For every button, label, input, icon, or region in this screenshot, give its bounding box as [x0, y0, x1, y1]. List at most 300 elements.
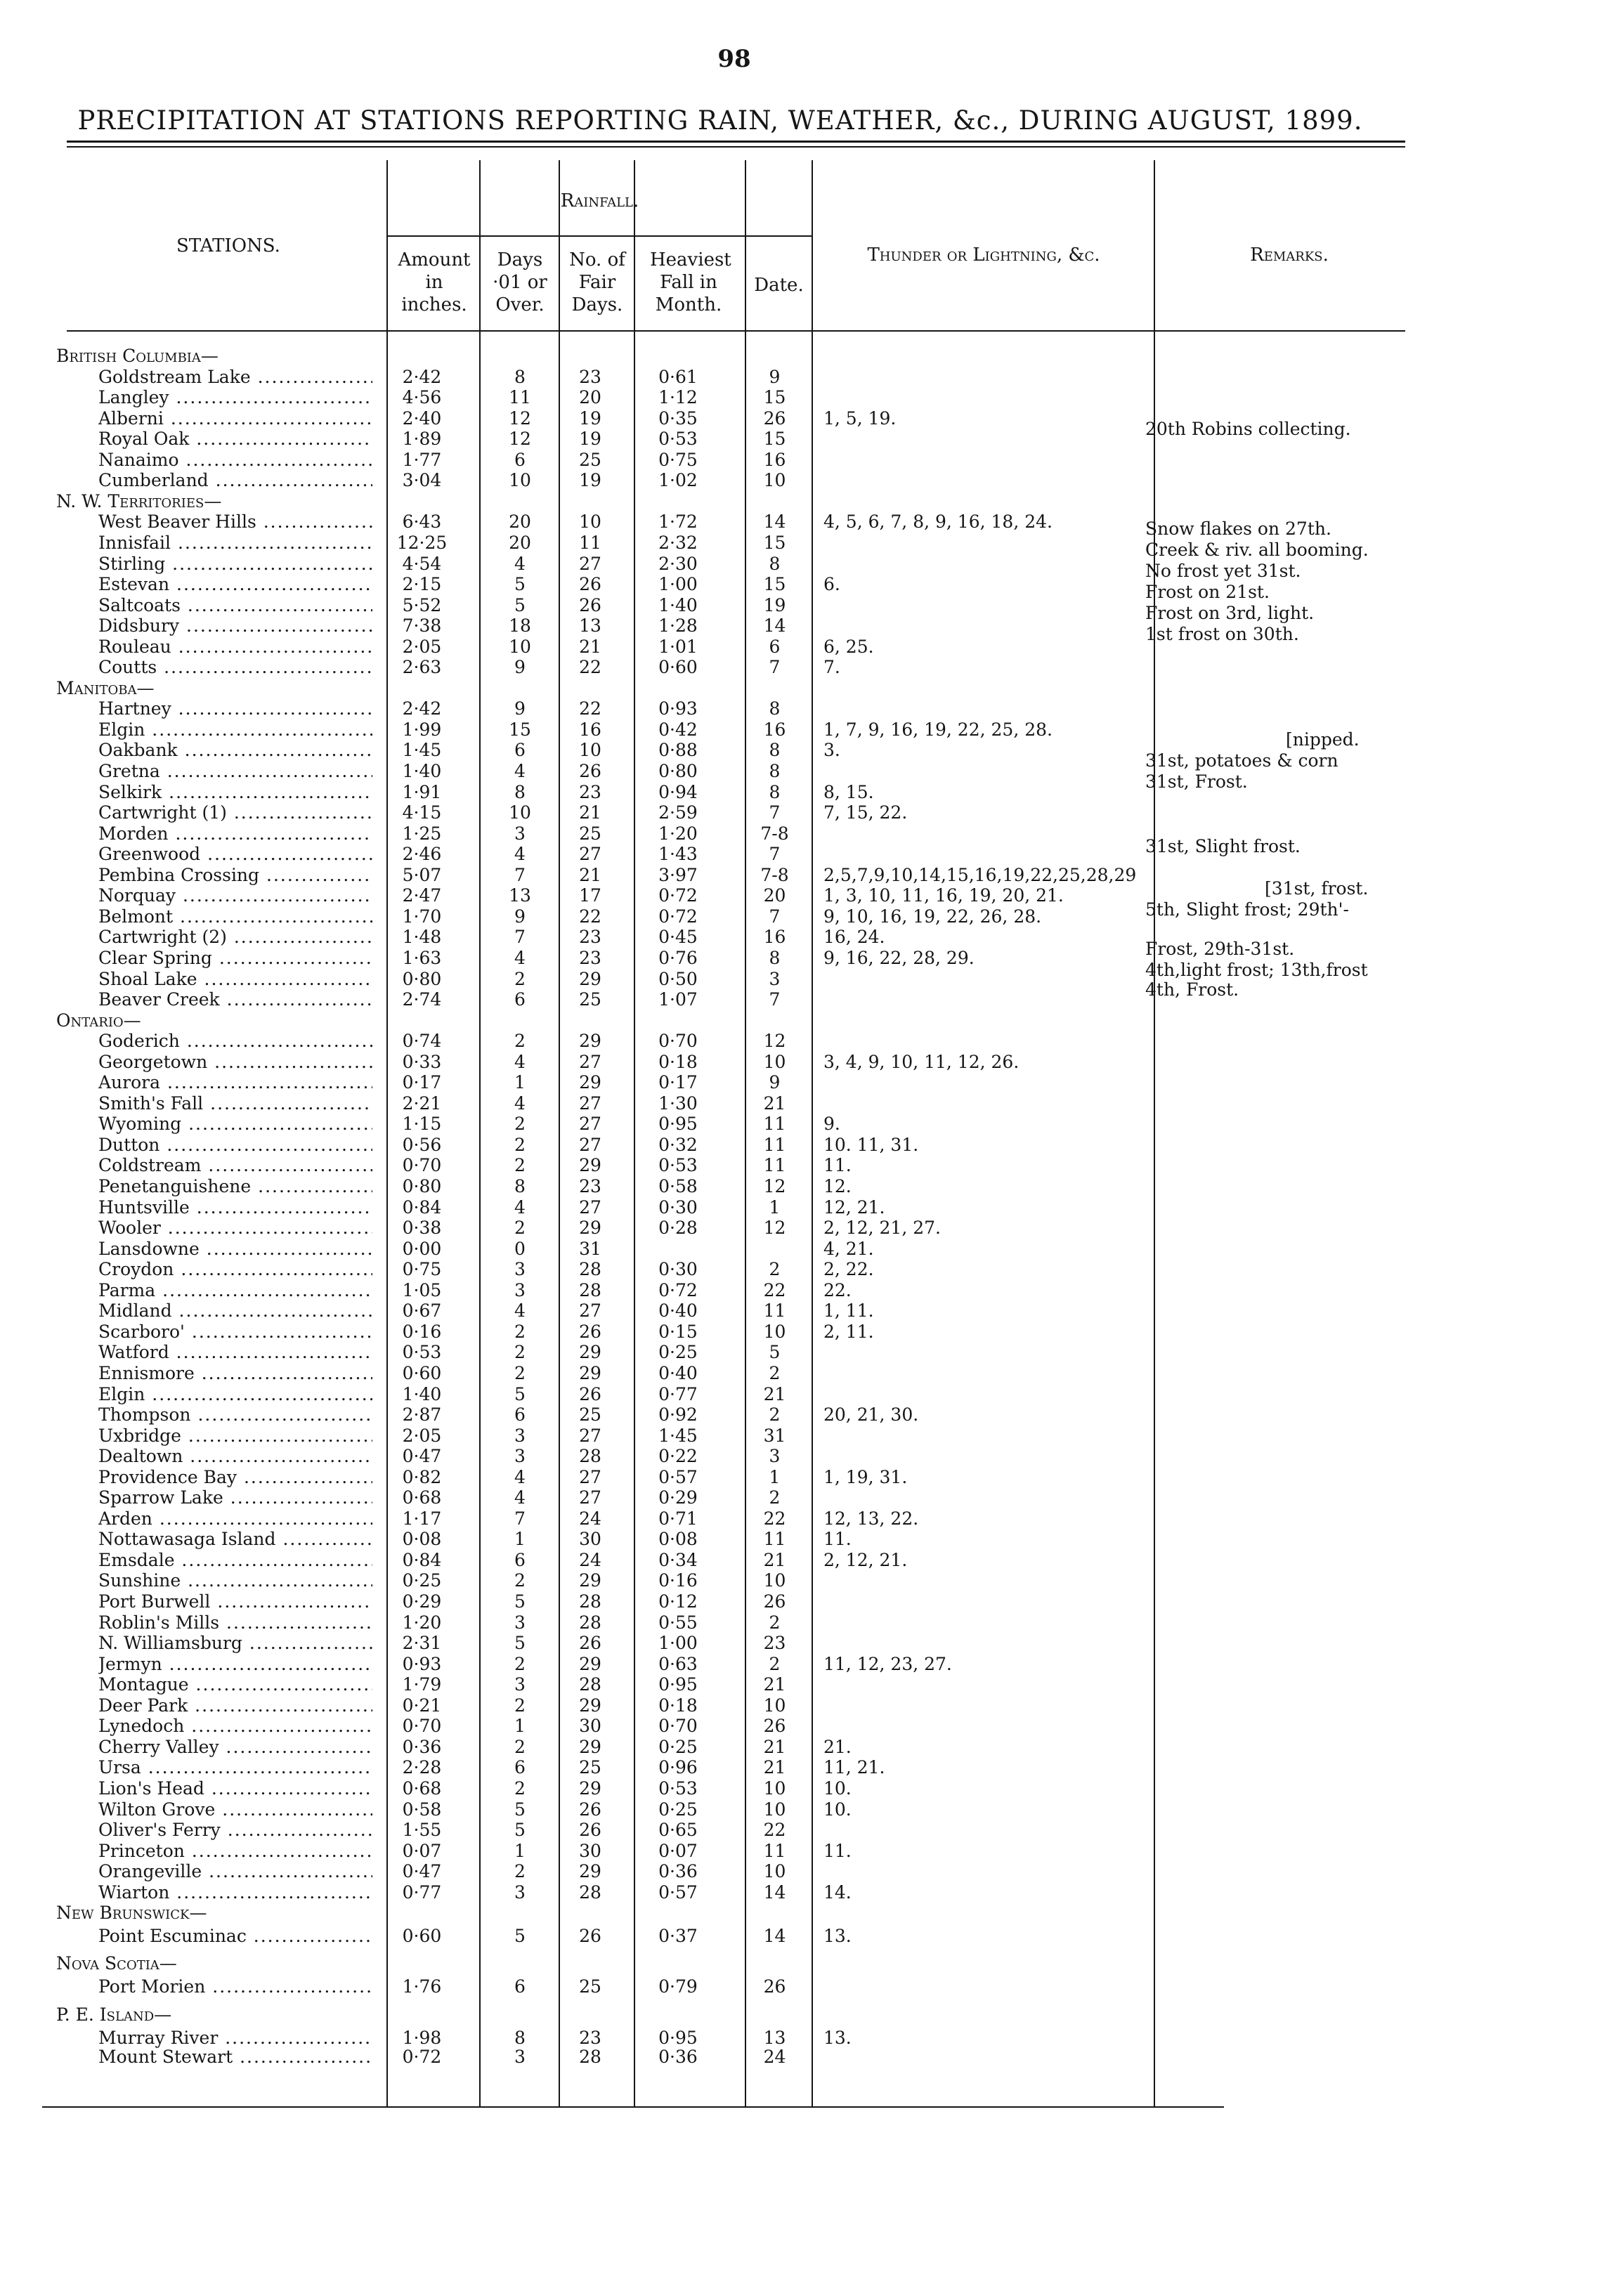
date-cell: 14	[763, 511, 786, 533]
date-cell: 14	[763, 615, 786, 637]
fair-days-cell: 29	[579, 968, 601, 989]
thunder-cell: 11, 21.	[823, 1757, 885, 1778]
date-cell: 15	[763, 532, 786, 553]
date-cell: 2	[769, 1653, 781, 1674]
station-name: Lynedoch .....	[98, 1716, 372, 1736]
title-rule-bottom	[67, 146, 1405, 148]
station-name: Murray River .....	[98, 2028, 372, 2048]
heaviest-fall-cell: 0·12	[658, 1591, 698, 1612]
thunder-lightning-header: Thunder or Lightning, &c.	[867, 244, 1100, 266]
date-cell: 11	[763, 1300, 786, 1322]
heaviest-fall-cell: 0·75	[658, 449, 698, 470]
fair-days-cell: 19	[579, 407, 601, 429]
heaviest-fall-cell: 0·53	[658, 1778, 698, 1799]
table-row	[0, 1259, 1609, 1279]
table-row	[0, 1612, 1609, 1633]
date-cell: 10	[763, 1861, 786, 1882]
days-cell: 5	[514, 1633, 526, 1654]
table-row	[0, 740, 1609, 760]
date-cell: 10	[763, 1321, 786, 1342]
days-cell: 2	[514, 1114, 526, 1135]
date-cell: 19	[763, 594, 786, 615]
table-row	[0, 1218, 1609, 1238]
table-row	[0, 1052, 1609, 1072]
date-cell: 3	[769, 968, 781, 989]
thunder-cell: 2,5,7,9,10,14,15,16,19,22,25,28,29	[823, 864, 1137, 885]
date-cell: 7	[769, 989, 781, 1010]
days-cell: 5	[514, 1926, 526, 1947]
amount-cell: 2·40	[402, 407, 442, 429]
station-name: Huntsville .....	[98, 1197, 372, 1218]
stations-header: STATIONS.	[176, 235, 280, 256]
station-name: Lansdowne .....	[98, 1239, 372, 1259]
date-cell: 10	[763, 470, 786, 491]
header-bottom-rule	[67, 330, 1405, 332]
amount-cell: 0·58	[402, 1799, 442, 1820]
amount-cell: 0·38	[402, 1218, 442, 1239]
heaviest-fall-cell: 0·53	[658, 429, 698, 450]
table-row	[0, 1300, 1609, 1321]
days-cell: 2	[514, 1031, 526, 1052]
heaviest-fall-cell: 2·32	[658, 532, 698, 553]
fair-days-cell: 22	[579, 657, 601, 678]
table-row	[0, 1674, 1609, 1695]
thunder-cell: 10. 11, 31.	[823, 1134, 919, 1155]
days-cell: 12	[509, 407, 531, 429]
date-cell: 11	[763, 1134, 786, 1155]
days-cell: 2	[514, 1362, 526, 1383]
table-row	[0, 1404, 1609, 1425]
heaviest-fall-cell: 1·01	[658, 636, 698, 657]
thunder-cell: 2, 11.	[823, 1321, 874, 1342]
amount-cell: 6·43	[402, 511, 442, 533]
heaviest-fall-cell: 1·72	[658, 511, 698, 533]
amount-cell: 0·56	[402, 1134, 442, 1155]
date-cell: 2	[769, 1612, 781, 1633]
thunder-cell: 12, 13, 22.	[823, 1508, 919, 1529]
table-row	[0, 657, 1609, 677]
fair-days-cell: 22	[579, 906, 601, 927]
table-row	[0, 1841, 1609, 1861]
station-name: Penetanguishene .....	[98, 1176, 372, 1196]
table-row	[0, 1695, 1609, 1716]
fair-days-cell: 23	[579, 781, 601, 802]
days-cell: 8	[514, 1176, 526, 1196]
heaviest-fall-cell: 0·07	[658, 1840, 698, 1861]
heaviest-fall-cell: 0·35	[658, 407, 698, 429]
station-name: Ennismore .....	[98, 1363, 372, 1383]
days-cell: 3	[514, 1259, 526, 1280]
thunder-cell: 16, 24.	[823, 927, 885, 948]
table-row	[0, 1882, 1609, 1903]
heaviest-fall-cell: 0·95	[658, 2028, 698, 2049]
heaviest-fall-cell: 0·61	[658, 366, 698, 387]
province-heading	[0, 678, 1609, 698]
table-row	[0, 823, 1609, 844]
station-name: Wyoming .....	[98, 1114, 372, 1134]
fair-days-cell: 26	[579, 1820, 601, 1841]
province-name: P. E. Island—	[56, 2004, 172, 2026]
fair-days-cell: 21	[579, 802, 601, 823]
heaviest-fall-cell: 0·45	[658, 927, 698, 948]
heaviest-fall-cell: 1·45	[658, 1425, 698, 1446]
province-name: Ontario—	[56, 1010, 141, 1031]
station-name: Elgin .....	[98, 719, 372, 740]
days-cell: 4	[514, 844, 526, 865]
thunder-cell: 13.	[823, 2028, 852, 2049]
heaviest-fall-cell: 0·95	[658, 1114, 698, 1135]
station-name: Point Escuminac .....	[98, 1926, 372, 1946]
station-name: Port Burwell .....	[98, 1591, 372, 1612]
amount-cell: 1·79	[402, 1674, 442, 1695]
amount-cell: 1·55	[402, 1820, 442, 1841]
heaviest-fall-cell: 0·32	[658, 1134, 698, 1155]
table-row	[0, 367, 1609, 387]
days-cell: 3	[514, 823, 526, 844]
date-cell: 26	[763, 1591, 786, 1612]
thunder-cell: 1, 7, 9, 16, 19, 22, 25, 28.	[823, 719, 1053, 740]
days-cell: 1	[514, 1716, 526, 1737]
heaviest-fall-cell: 0·55	[658, 1612, 698, 1633]
days-cell: 6	[514, 989, 526, 1010]
station-name: Wooler .....	[98, 1218, 372, 1238]
heaviest-fall-cell: 0·58	[658, 1176, 698, 1196]
days-cell: 7	[514, 864, 526, 885]
date-cell: 12	[763, 1176, 786, 1196]
date-cell: 21	[763, 1757, 786, 1778]
amount-cell: 0·80	[402, 968, 442, 989]
table-row	[0, 1384, 1609, 1404]
amount-cell: 1·77	[402, 449, 442, 470]
date-cell: 7	[769, 906, 781, 927]
amount-cell: 1·89	[402, 429, 442, 450]
thunder-cell: 6.	[823, 574, 840, 595]
station-name: Gretna .....	[98, 761, 372, 781]
date-cell: 15	[763, 429, 786, 450]
fair-days-cell: 21	[579, 636, 601, 657]
table-row	[0, 1197, 1609, 1218]
amount-cell: 0·25	[402, 1570, 442, 1591]
fair-days-cell: 27	[579, 1196, 601, 1218]
amount-cell: 0·70	[402, 1716, 442, 1737]
heaviest-fall-cell: 0·95	[658, 1674, 698, 1695]
date-header: Date.	[754, 275, 804, 296]
fair-days-cell: 25	[579, 823, 601, 844]
days-cell: 15	[509, 719, 531, 740]
fair-days-cell: 16	[579, 719, 601, 740]
remark-text: 4th, Frost.	[1145, 979, 1239, 1000]
table-row	[0, 782, 1609, 802]
heaviest-fall-cell: 0·57	[658, 1466, 698, 1487]
date-cell: 11	[763, 1840, 786, 1861]
days-cell: 6	[514, 1976, 526, 1997]
station-name: Sunshine .....	[98, 1570, 372, 1591]
date-cell: 7	[769, 802, 781, 823]
fair-days-cell: 27	[579, 553, 601, 574]
table-row	[0, 637, 1609, 657]
station-name: Arden .....	[98, 1508, 372, 1529]
thunder-cell: 11.	[823, 1155, 852, 1176]
heaviest-fall-cell: 0·80	[658, 761, 698, 781]
heaviest-fall-cell: 0·18	[658, 1695, 698, 1716]
heaviest-fall-cell: 0·94	[658, 781, 698, 802]
table-row	[0, 1570, 1609, 1591]
amount-cell: 5·52	[402, 594, 442, 615]
days-cell: 2	[514, 1134, 526, 1155]
table-row	[0, 1093, 1609, 1114]
fair-days-cell: 10	[579, 740, 601, 761]
amount-cell: 12·25	[396, 532, 448, 553]
date-cell: 11	[763, 1155, 786, 1176]
fair-days-header: No. of Fair Days.	[569, 249, 625, 315]
heaviest-fall-cell: 1·30	[658, 1092, 698, 1114]
station-name: Clear Spring .....	[98, 948, 372, 968]
days-cell: 2	[514, 1736, 526, 1757]
heaviest-fall-cell: 0·40	[658, 1300, 698, 1322]
thunder-cell: 1, 11.	[823, 1300, 874, 1322]
amount-cell: 2·05	[402, 1425, 442, 1446]
heaviest-fall-cell: 2·30	[658, 553, 698, 574]
amount-cell: 0·93	[402, 1653, 442, 1674]
date-cell: 22	[763, 1820, 786, 1841]
station-name: Dutton .....	[98, 1135, 372, 1155]
date-cell: 12	[763, 1031, 786, 1052]
amount-cell: 4·54	[402, 553, 442, 574]
thunder-cell: 2, 12, 21, 27.	[823, 1218, 941, 1239]
days-cell: 3	[514, 2047, 526, 2068]
amount-cell: 0·75	[402, 1259, 442, 1280]
thunder-cell: 3, 4, 9, 10, 11, 12, 26.	[823, 1051, 1020, 1072]
days-cell: 3	[514, 1881, 526, 1903]
table-row	[0, 429, 1609, 449]
days-cell: 8	[514, 781, 526, 802]
heaviest-fall-cell: 0·63	[658, 1653, 698, 1674]
days-cell: 9	[514, 657, 526, 678]
remarks-header: Remarks.	[1250, 244, 1329, 266]
table-row	[0, 615, 1609, 636]
station-name: Deer Park .....	[98, 1695, 372, 1716]
amount-cell: 1·15	[402, 1114, 442, 1135]
days-cell: 2	[514, 1321, 526, 1342]
days-cell: 9	[514, 698, 526, 719]
thunder-cell: 1, 5, 19.	[823, 407, 897, 429]
fair-days-cell: 28	[579, 1279, 601, 1300]
amount-cell: 2·87	[402, 1404, 442, 1426]
fair-days-cell: 27	[579, 1114, 601, 1135]
fair-days-cell: 25	[579, 989, 601, 1010]
days-header: Days ·01 or Over.	[493, 249, 547, 315]
thunder-cell: 1, 3, 10, 11, 16, 19, 20, 21.	[823, 885, 1064, 906]
fair-days-cell: 28	[579, 1259, 601, 1280]
table-bottom-rule	[42, 2106, 1224, 2108]
station-name: Midland .....	[98, 1300, 372, 1321]
fair-days-cell: 23	[579, 1176, 601, 1196]
station-name: Langley .....	[98, 387, 372, 407]
amount-cell: 0·00	[402, 1238, 442, 1259]
amount-cell: 3·04	[402, 470, 442, 491]
amount-cell: 2·15	[402, 574, 442, 595]
date-cell: 11	[763, 1114, 786, 1135]
remark-text: [31st, frost.	[1265, 878, 1369, 899]
table-row	[0, 1114, 1609, 1134]
remark-text: No frost yet 31st.	[1145, 561, 1301, 581]
fair-days-cell: 25	[579, 449, 601, 470]
amount-cell: 5·07	[402, 864, 442, 885]
table-row	[0, 698, 1609, 719]
date-cell: 7	[769, 657, 781, 678]
station-name: Montague .....	[98, 1674, 372, 1695]
amount-cell: 2·63	[402, 657, 442, 678]
amount-cell: 0·33	[402, 1051, 442, 1072]
amount-cell: 2·74	[402, 989, 442, 1010]
station-name: N. Williamsburg .....	[98, 1633, 372, 1653]
days-cell: 5	[514, 1383, 526, 1404]
fair-days-cell: 31	[579, 1238, 601, 1259]
amount-cell: 0·36	[402, 1736, 442, 1757]
heaviest-fall-cell: 0·53	[658, 1155, 698, 1176]
thunder-cell: 2, 22.	[823, 1259, 874, 1280]
fair-days-cell: 26	[579, 1633, 601, 1654]
table-row	[0, 470, 1609, 490]
amount-cell: 1·20	[402, 1612, 442, 1633]
station-name: Princeton .....	[98, 1841, 372, 1861]
fair-days-cell: 29	[579, 1695, 601, 1716]
fair-days-cell: 20	[579, 387, 601, 408]
days-cell: 18	[509, 615, 531, 637]
amount-cell: 1·25	[402, 823, 442, 844]
amount-cell: 1·99	[402, 719, 442, 740]
station-name: Pembina Crossing .....	[98, 865, 372, 885]
remark-text: Snow flakes on 27th.	[1145, 518, 1331, 539]
station-name: Belmont .....	[98, 906, 372, 927]
fair-days-cell: 26	[579, 574, 601, 595]
date-cell: 10	[763, 1051, 786, 1072]
heaviest-fall-cell: 0·25	[658, 1342, 698, 1363]
heaviest-fall-cell: 0·18	[658, 1051, 698, 1072]
date-cell: 7-8	[760, 823, 789, 844]
table-row	[0, 1737, 1609, 1757]
station-name: Beaver Creek .....	[98, 989, 372, 1010]
station-name: Estevan .....	[98, 574, 372, 594]
date-cell: 1	[769, 1466, 781, 1487]
amount-cell: 0·84	[402, 1196, 442, 1218]
table-row	[0, 511, 1609, 532]
station-name: Morden .....	[98, 823, 372, 844]
heaviest-fall-cell: 0·77	[658, 1383, 698, 1404]
fair-days-cell: 27	[579, 1487, 601, 1508]
days-cell: 12	[509, 429, 531, 450]
days-cell: 0	[514, 1238, 526, 1259]
heaviest-fall-cell: 1·02	[658, 470, 698, 491]
rainfall-header: Rainfall.	[560, 190, 639, 211]
station-name: Goderich .....	[98, 1031, 372, 1051]
station-name: Selkirk .....	[98, 782, 372, 802]
days-cell: 2	[514, 1570, 526, 1591]
date-cell: 8	[769, 740, 781, 761]
remark-text: Frost on 21st.	[1145, 582, 1270, 602]
fair-days-cell: 28	[579, 1591, 601, 1612]
date-cell: 8	[769, 947, 781, 968]
table-row	[0, 1654, 1609, 1674]
table-row	[0, 1976, 1609, 1997]
days-cell: 4	[514, 947, 526, 968]
station-name: Mount Stewart .....	[98, 2047, 372, 2067]
station-name: Smith's Fall .....	[98, 1093, 372, 1114]
amount-cell: 0·60	[402, 1362, 442, 1383]
heaviest-fall-cell: 0·60	[658, 657, 698, 678]
heaviest-fall-cell: 0·08	[658, 1529, 698, 1550]
fair-days-cell: 27	[579, 1300, 601, 1322]
date-cell: 5	[769, 1342, 781, 1363]
rainfall-header-rule	[386, 235, 812, 237]
table-row	[0, 574, 1609, 594]
amount-cell: 1·70	[402, 906, 442, 927]
date-cell: 6	[769, 636, 781, 657]
province-name: N. W. Territories—	[56, 490, 222, 511]
fair-days-cell: 19	[579, 470, 601, 491]
fair-days-cell: 26	[579, 761, 601, 781]
amount-cell: 2·47	[402, 885, 442, 906]
thunder-cell: 11.	[823, 1840, 852, 1861]
days-cell: 13	[509, 885, 531, 906]
thunder-cell: 9.	[823, 1114, 840, 1135]
table-row	[0, 906, 1609, 927]
station-name: Alberni .....	[98, 408, 372, 429]
heaviest-fall-cell: 0·36	[658, 2047, 698, 2068]
fair-days-cell: 27	[579, 844, 601, 865]
amount-cell: 1·63	[402, 947, 442, 968]
station-name: Norquay .....	[98, 885, 372, 906]
date-cell: 10	[763, 1799, 786, 1820]
station-name: Nanaimo .....	[98, 450, 372, 470]
date-cell: 31	[763, 1425, 786, 1446]
amount-cell: 0·70	[402, 1155, 442, 1176]
station-name: Greenwood .....	[98, 844, 372, 864]
province-heading	[0, 2004, 1609, 2025]
heaviest-fall-cell: 0·36	[658, 1861, 698, 1882]
date-cell: 15	[763, 574, 786, 595]
table-row	[0, 1820, 1609, 1840]
fair-days-cell: 23	[579, 947, 601, 968]
thunder-cell: 11.	[823, 1529, 852, 1550]
date-cell: 21	[763, 1383, 786, 1404]
thunder-cell: 6, 25.	[823, 636, 874, 657]
fair-days-cell: 29	[579, 1736, 601, 1757]
days-cell: 8	[514, 366, 526, 387]
date-cell: 14	[763, 1926, 786, 1947]
fair-days-cell: 29	[579, 1570, 601, 1591]
amount-cell: 2·31	[402, 1633, 442, 1654]
heaviest-fall-cell: 0·93	[658, 698, 698, 719]
fair-days-cell: 29	[579, 1362, 601, 1383]
heaviest-fall-cell: 0·88	[658, 740, 698, 761]
days-cell: 6	[514, 1757, 526, 1778]
province-name: British Columbia—	[56, 346, 219, 366]
amount-cell: 2·21	[402, 1092, 442, 1114]
amount-cell: 1·40	[402, 1383, 442, 1404]
station-name: Goldstream Lake .....	[98, 367, 372, 387]
station-name: Didsbury .....	[98, 615, 372, 636]
thunder-cell: 12, 21.	[823, 1196, 885, 1218]
amount-cell: 2·28	[402, 1757, 442, 1778]
thunder-cell: 1, 19, 31.	[823, 1466, 908, 1487]
heaviest-fall-cell: 0·34	[658, 1549, 698, 1570]
days-cell: 3	[514, 1612, 526, 1633]
fair-days-cell: 29	[579, 1778, 601, 1799]
date-cell: 8	[769, 698, 781, 719]
remark-text: Frost, 29th-31st.	[1145, 939, 1295, 959]
amount-cell: 0·67	[402, 1300, 442, 1322]
